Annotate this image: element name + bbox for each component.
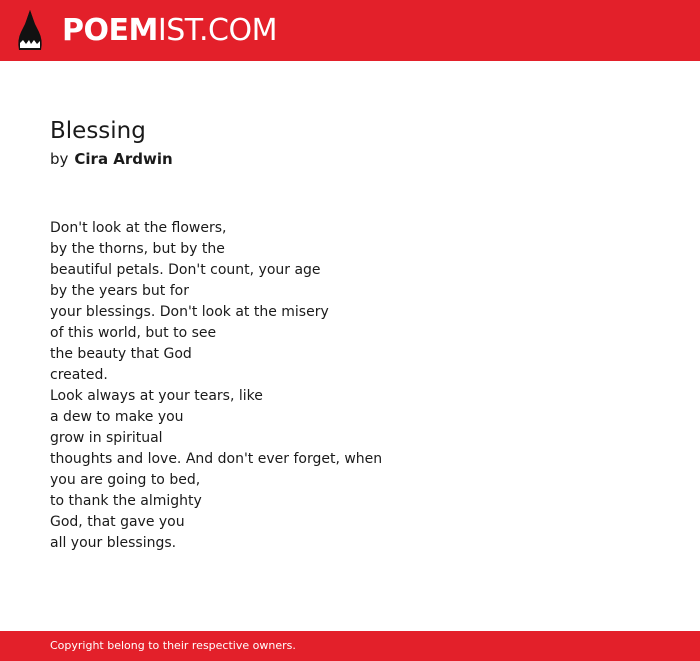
poem-line: of this world, but to see (50, 325, 217, 341)
poem-header (50, 114, 650, 170)
site-logo-link[interactable] (17, 0, 277, 61)
poem-line: by the years but for (50, 283, 189, 299)
poem-line: created. (50, 367, 108, 383)
poem-line: your blessings. Don't look at the misery (50, 304, 329, 320)
logo-light-text: IST.COM (157, 13, 277, 48)
poem-line: the beauty that God (50, 346, 192, 362)
poem-line: Don't look at the flowers, (50, 220, 227, 236)
poem-line: to thank the almighty (50, 493, 202, 509)
poem-line: you are going to bed, (50, 472, 201, 488)
logo-bold-text: POEM (62, 13, 158, 48)
byline (50, 148, 650, 170)
poem-title: Blessing (50, 118, 146, 144)
poem-line: by the thorns, but by the (50, 241, 225, 257)
poem-line: Look always at your tears, like (50, 388, 263, 404)
poem-line: all your blessings. (50, 535, 177, 551)
site-footer (0, 631, 700, 661)
pencil-icon (17, 10, 43, 52)
site-header (0, 0, 700, 61)
site-logo-text (62, 0, 277, 61)
poem-line: beautiful petals. Don't count, your age (50, 262, 321, 278)
poem-line: a dew to make you (50, 409, 184, 425)
by-label: by (50, 150, 69, 168)
poem-line: God, that gave you (50, 514, 185, 530)
poem-body (50, 218, 650, 554)
poem-line: thoughts and love. And don't ever forget, when (50, 451, 383, 467)
author-name: Cira Ardwin (74, 150, 173, 168)
poem-line: grow in spiritual (50, 430, 163, 446)
copyright-notice: Copyright belong to their respective owners. (50, 639, 296, 652)
